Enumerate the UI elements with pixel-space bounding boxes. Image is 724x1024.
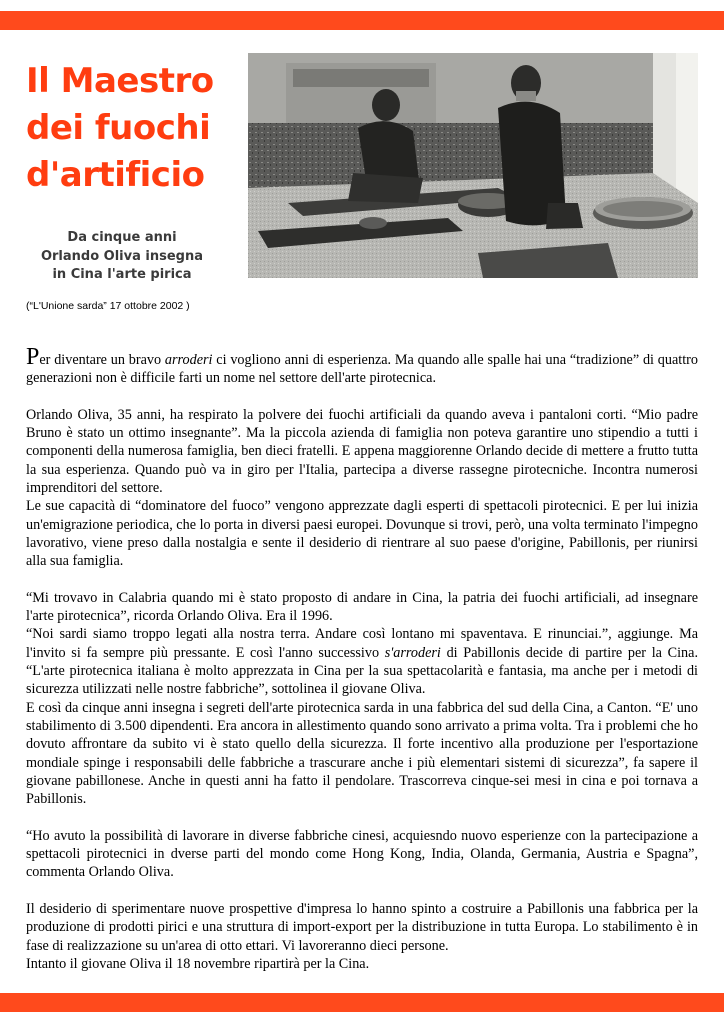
page-title (26, 58, 226, 199)
subtitle-line-3: in Cina l'arte pirica (52, 267, 192, 282)
subtitle (12, 229, 232, 285)
article-paragraph-2: Orlando Oliva, 35 anni, ha respirato la polvere dei fuochi artificiali da quando aveva i pantaloni corti. “Mio padre Bruno è stato un ottimo insegnante”. Ma la piccola azienda di famiglia non poteva garantire uno stipendio a tutti i componenti della numerosa famiglia, ben dieci fratelli. E appena maggiorenne Orlando decide di mettere a frutto tutta la sua esperienza. Quando può va in giro per l'Italia, partecipa a diverse rassegne pirotecniche. Incontra numerosi imprenditori del settore. (26, 406, 698, 497)
title-line-2: dei fuochi (26, 108, 211, 148)
paragraph-text: di Pabillonis decide di partire per la Cina. “L'arte pirotecnica italiana è molto apprezzata in Cina per la sua spettacolarità e fantasia, ma anche per i metodi di sicurezza utilizzati nelle nostre fabbriche”, sottolinea il giovane Oliva. (26, 644, 698, 698)
article-paragraph-9: Intanto il giovane Oliva il 18 novembre ripartirà per la Cina. (26, 955, 370, 972)
article-paragraph-4: “Mi trovavo in Calabria quando mi è stato proposto di andare in Cina, la patria dei fuochi artificiali, ad insegnare l'arte pirotecnica”, ricorda Orlando Oliva. Era il 1996. (26, 589, 698, 625)
source-citation: (“L'Unione sarda” 17 ottobre 2002 ) (26, 300, 190, 312)
emphasis-text: s'arroderi (384, 644, 441, 661)
article-paragraph-6: E così da cinque anni insegna i segreti dell'arte pirotecnica sarda in una fabbrica del sud della Cina, a Canton. “E' uno stabilimento di 3.500 dipendenti. Era ancora in allestimento quando sono arrivato a prima volta. Tra i problemi che ho dovuto affrontare da subito vi è stato quello della sicurezza. Il forte incentivo alla produzione per l'esportazione mondiale spinge i responsabili delle fabbriche a trascurare anche i più elementari sistemi di sicurezza”, fa sapere il giovane pabillonese. Anche in questi anni ha fatto il pendolare. Trascorreva cinque-sei mesi in cina e poi tornava a Pabillonis. (26, 699, 698, 808)
title-line-1: Il Maestro (26, 61, 214, 101)
article-paragraph-5 (26, 625, 698, 698)
paragraph-text: ci vogliono anni di esperienza. Ma quando alle spalle hai una “tradizione” di quattro generazioni non è difficile farti un nome nel settore dell'arte pirotecnica. (26, 352, 698, 387)
subtitle-line-1: Da cinque anni (67, 230, 177, 245)
article-body (26, 344, 698, 973)
article-paragraph-3: Le sue capacità di “dominatore del fuoco” vengono apprezzate dagli esperti di spettacoli pirotecnici. E per lui inizia un'emigrazione periodica, che lo porta in diversi paesi europei. Dovunque si trovi, però, una volta terminato l'impegno lavorativo, viene preso dalla nostalgia e sente il desiderio di rientrare al suo paese d'origine, Pabillonis, per riunirsi alla sua famiglia. (26, 498, 698, 570)
article-paragraph-7: “Ho avuto la possibilità di lavorare in diverse fabbriche cinesi, acquiesndo nuovo esperienze con la partecipazione a spettacoli pirotecnici in dverse parti del mondo come Hong Kong, India, Olanda, Germania, Austria e Spagna”, commenta Orlando Oliva. (26, 827, 698, 881)
article-paragraph-1 (26, 344, 698, 388)
bottom-accent-bar (0, 993, 724, 1012)
paragraph-text: er diventare un bravo (39, 352, 165, 368)
top-accent-bar (0, 11, 724, 30)
paragraph-text: “Noi sardi siamo troppo legati alla nostra terra. Andare così lontano mi spaventava. E rinunciai.”, aggiunge. Ma l'invito si fa sempre più pressante. E così l'anno successivo (26, 626, 698, 661)
subtitle-line-2: Orlando Oliva insegna (40, 248, 204, 264)
title-line-3: d'artificio (26, 155, 205, 195)
emphasis-text: arroderi (164, 352, 213, 368)
article-paragraph-8: Il desiderio di sperimentare nuove prospettive d'impresa lo hanno spinto a costruire a Pabillonis una fabbrica per la produzione di prodotti pirici e una struttura di import-export per la distribuzione in tutta Europa. Lo stabilimento è in fase di realizzazione su un'area di otto ettari. Vi lavoreranno dieci persone. (26, 900, 698, 954)
article-photo (248, 53, 698, 278)
photo-image (248, 53, 698, 278)
drop-cap: P (26, 344, 40, 370)
